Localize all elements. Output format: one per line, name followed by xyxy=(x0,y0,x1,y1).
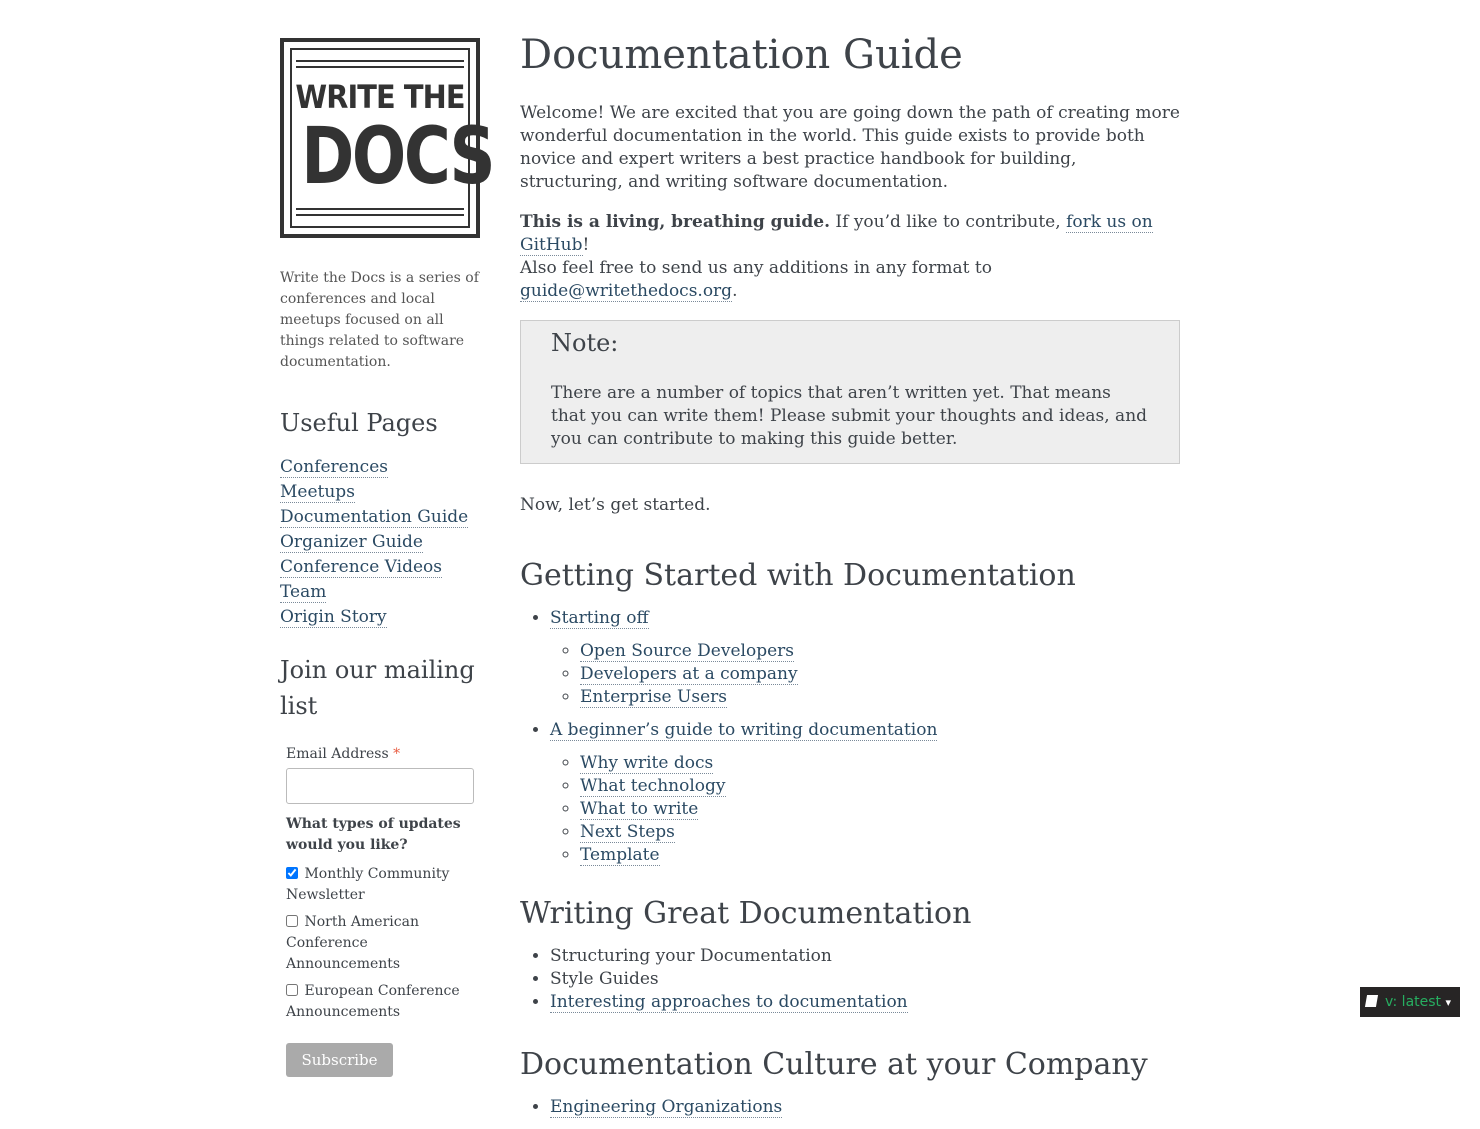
logo-rule-top-2 xyxy=(296,66,464,68)
link-what-technology[interactable]: What technology xyxy=(580,776,726,796)
list-item: • Style Guides xyxy=(550,968,1180,991)
list-item xyxy=(280,455,480,480)
list-item xyxy=(580,821,1180,844)
list-item xyxy=(580,752,1180,775)
checkbox-north-american-conference[interactable] xyxy=(286,915,298,927)
useful-pages-list xyxy=(280,455,480,630)
link-engineering-organizations[interactable]: Engineering Organizations xyxy=(550,1097,783,1117)
mailing-list-heading: Join our mailing list xyxy=(280,656,475,720)
email-input[interactable] xyxy=(286,768,474,804)
link-starting-off[interactable]: Starting off xyxy=(550,608,649,628)
section-culture-heading: Documentation Culture at your Company xyxy=(520,1047,1148,1082)
version-label: v: latest xyxy=(1385,994,1442,1010)
list-item xyxy=(550,719,1180,867)
logo-rule-bottom xyxy=(296,208,464,210)
write-the-docs-logo[interactable] xyxy=(280,38,494,238)
list-item xyxy=(580,640,1180,663)
link-next-steps[interactable]: Next Steps xyxy=(580,822,675,842)
logo-rule-top xyxy=(296,60,464,62)
section-getting-started-heading: Getting Started with Documentation xyxy=(520,558,1076,593)
option-north-american-conference xyxy=(286,912,480,975)
living-guide-bold: This is a living, breathing guide. xyxy=(520,212,831,232)
sidebar-tagline: Write the Docs is a series of conferences and local meetups focused on all things related to software documentation. xyxy=(280,270,479,370)
link-conferences[interactable]: Conferences xyxy=(280,457,388,477)
list-item xyxy=(550,607,1180,709)
option-label: North American Conference Announcements xyxy=(286,914,419,972)
link-what-to-write[interactable]: What to write xyxy=(580,799,699,819)
contribute-paragraph xyxy=(520,211,1180,303)
link-conference-videos[interactable]: Conference Videos xyxy=(280,557,442,577)
sidebar xyxy=(280,38,494,1077)
book-icon xyxy=(1365,995,1378,1007)
list-item xyxy=(580,663,1180,686)
useful-pages xyxy=(280,405,480,630)
version-badge[interactable] xyxy=(1360,987,1460,1017)
culture-list xyxy=(520,1096,1180,1119)
link-open-source-developers[interactable]: Open Source Developers xyxy=(580,641,794,661)
link-developers-at-company[interactable]: Developers at a company xyxy=(580,664,798,684)
logo-rule-bottom-2 xyxy=(296,214,464,216)
useful-pages-heading: Useful Pages xyxy=(280,409,438,437)
option-label: European Conference Announcements xyxy=(286,983,460,1020)
checkbox-monthly-newsletter[interactable] xyxy=(286,867,298,879)
option-monthly-newsletter xyxy=(286,864,480,906)
link-interesting-approaches[interactable]: Interesting approaches to documentation xyxy=(550,992,908,1012)
link-team[interactable]: Team xyxy=(280,582,327,602)
list-item xyxy=(580,686,1180,709)
email-label-text: Email Address xyxy=(286,746,389,762)
subscribe-button[interactable]: Subscribe xyxy=(286,1043,393,1077)
section-writing-great-heading: Writing Great Documentation xyxy=(520,896,972,931)
logo-text-line1: WRITE THE xyxy=(295,78,465,116)
list-item: • Structuring your Documentation xyxy=(550,945,1180,968)
additions-text: Also feel free to send us any additions in any format to xyxy=(520,258,992,278)
link-enterprise-users[interactable]: Enterprise Users xyxy=(580,687,727,707)
beginners-guide-sublist xyxy=(550,752,1180,867)
note-title: Note: xyxy=(551,329,619,357)
list-item xyxy=(280,605,480,630)
list-item xyxy=(550,1096,1180,1119)
list-item xyxy=(280,580,480,605)
writing-great-list xyxy=(520,945,1180,1014)
main-content xyxy=(520,30,1180,1129)
starting-off-sublist xyxy=(550,640,1180,709)
checkbox-european-conference[interactable] xyxy=(286,984,298,996)
option-european-conference xyxy=(286,981,480,1023)
contribute-text: If you’d like to contribute, xyxy=(830,212,1067,232)
period: . xyxy=(732,281,738,301)
intro-paragraph: Welcome! We are excited that you are going down the path of creating more wonderful documentation in the world. This guide exists to provide both novice and expert writers a best practice handbook for building, structuring, and writing software documentation. xyxy=(520,103,1180,192)
link-organizer-guide[interactable]: Organizer Guide xyxy=(280,532,423,552)
list-item xyxy=(280,555,480,580)
guide-email-link[interactable]: guide@writethedocs.org xyxy=(520,281,733,301)
page-title: Documentation Guide xyxy=(520,32,963,78)
mailing-list-form xyxy=(280,746,480,1077)
list-item xyxy=(280,480,480,505)
link-origin-story[interactable]: Origin Story xyxy=(280,607,387,627)
exclamation: ! xyxy=(582,235,590,255)
list-item xyxy=(280,530,480,555)
link-why-write-docs[interactable]: Why write docs xyxy=(580,753,714,773)
list-item xyxy=(580,844,1180,867)
fork-github-link[interactable]: fork us on GitHub xyxy=(520,212,1153,255)
link-meetups[interactable]: Meetups xyxy=(280,482,355,502)
list-item xyxy=(580,775,1180,798)
note-body: There are a number of topics that aren’t written yet. That means that you can write them! Please submit your thoughts and ideas, and you can contribute to making this guide better. xyxy=(551,383,1148,449)
logo-text-line2: DOCS xyxy=(301,112,494,202)
list-item xyxy=(550,991,1180,1014)
link-template[interactable]: Template xyxy=(580,845,660,865)
caret-down-icon: ▾ xyxy=(1445,996,1452,1009)
updates-question: What types of updates would you like? xyxy=(286,816,461,853)
link-beginners-guide[interactable]: A beginner’s guide to writing documentation xyxy=(550,720,938,740)
required-mark: * xyxy=(393,746,401,762)
email-label xyxy=(286,746,480,762)
getting-started-list xyxy=(520,607,1180,867)
link-documentation-guide[interactable]: Documentation Guide xyxy=(280,507,469,527)
option-label: Monthly Community Newsletter xyxy=(286,866,450,903)
list-item xyxy=(580,798,1180,821)
list-item xyxy=(280,505,480,530)
get-started-text: Now, let’s get started. xyxy=(520,495,711,515)
note-box xyxy=(520,320,1180,464)
